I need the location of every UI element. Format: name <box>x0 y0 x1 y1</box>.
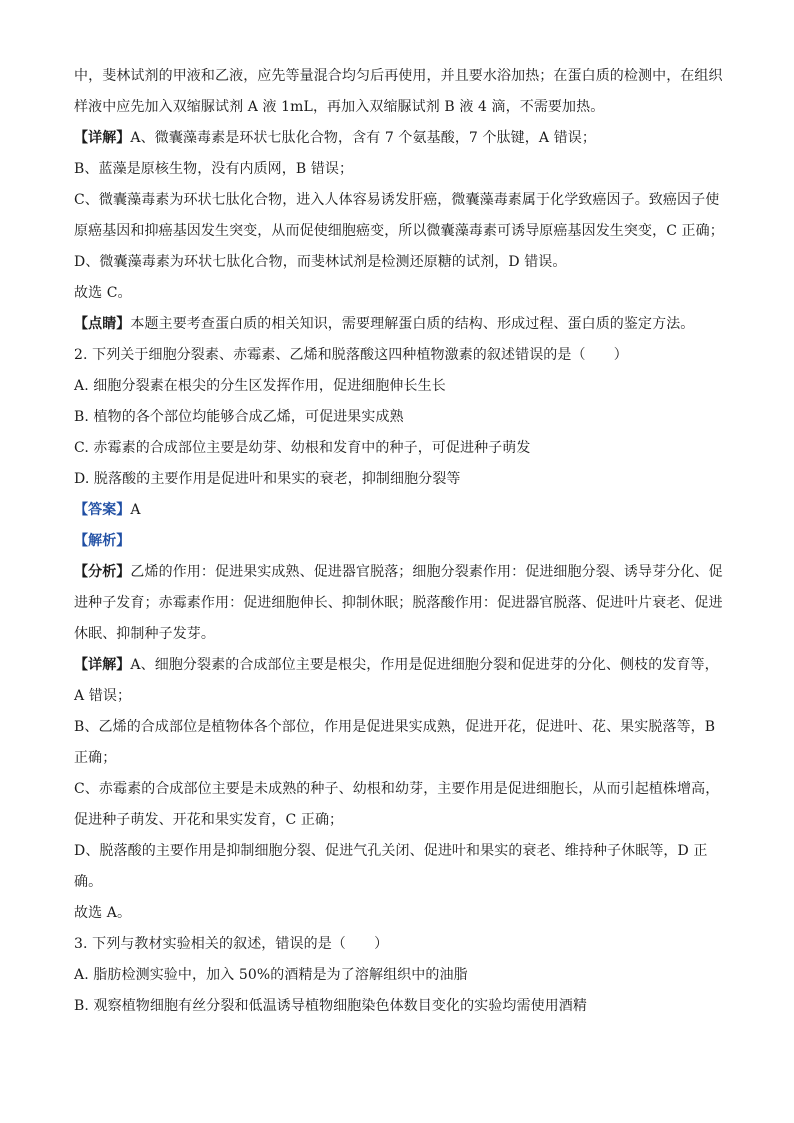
answer-label: 【答案】 <box>74 502 131 518</box>
text-line: 促进种子萌发、开花和果实发育，C 正确； <box>74 812 344 828</box>
text-line: B、乙烯的合成部位是植物体各个部位，作用是促进果实成熟，促进开花，促进叶、花、果实脱落等，B <box>74 719 716 735</box>
text-line: 原癌基因和抑癌基因发生突变，从而促使细胞癌变，所以微囊藻毒素可诱导原癌基因发生突变，C 正确； <box>74 223 724 239</box>
text-line: 进种子发育；赤霉素作用：促进细胞伸长、抑制休眠；脱落酸作用：促进器官脱落、促进叶片衰老、促进 <box>74 595 723 611</box>
question-stem: 3. 下列与教材实验相关的叙述，错误的是（ ） <box>74 936 389 952</box>
text-line: 确。 <box>74 874 103 890</box>
text-line: 故选 C。 <box>74 285 132 301</box>
section-heading: 【详解】 <box>74 657 131 673</box>
text-line: D、脱落酸的主要作用是抑制细胞分裂、促进气孔关闭、促进叶和果实的衰老、维持种子休眠等，D 正 <box>74 843 708 859</box>
text-line: A 错误； <box>74 688 132 704</box>
option-c: C. 赤霉素的合成部位主要是幼芽、幼根和发育中的种子，可促进种子萌发 <box>74 440 531 456</box>
text-line: 休眠、抑制种子发芽。 <box>74 626 215 642</box>
text-line: C、赤霉素的合成部位主要是未成熟的种子、幼根和幼芽，主要作用是促进细胞长，从而引起植株增高， <box>74 781 720 797</box>
text-line: 【详解】A、细胞分裂素的合成部位主要是根尖，作用是促进细胞分裂和促进芽的分化、侧枝的发育等， <box>74 657 719 673</box>
section-heading: 【分析】 <box>74 564 131 580</box>
text-line: D、微囊藻毒素为环状七肽化合物，而斐林试剂是检测还原糖的试剂，D 错误。 <box>74 254 567 270</box>
option-d: D. 脱落酸的主要作用是促进叶和果实的衰老，抑制细胞分裂等 <box>74 471 461 487</box>
question-stem: 2. 下列关于细胞分裂素、赤霉素、乙烯和脱落酸这四种植物激素的叙述错误的是（ ） <box>74 347 628 363</box>
text-line: 样液中应先加入双缩脲试剂 A 液 1mL，再加入双缩脲试剂 B 液 4 滴，不需要加热。 <box>74 99 605 115</box>
text-line: C、微囊藻毒素为环状七肽化合物，进入人体容易诱发肝癌，微囊藻毒素属于化学致癌因子。致癌因子使 <box>74 192 720 208</box>
text-line: 【详解】A、微囊藻毒素是环状七肽化合物，含有 7 个氨基酸，7 个肽键，A 错误； <box>74 130 596 146</box>
section-heading: 【点睛】 <box>74 316 131 332</box>
text-line: 正确； <box>74 750 117 766</box>
option-b: B. 观察植物细胞有丝分裂和低温诱导植物细胞染色体数目变化的实验均需使用酒精 <box>74 998 587 1014</box>
text-line: 【分析】乙烯的作用：促进果实成熟、促进器官脱落；细胞分裂素作用：促进细胞分裂、诱导芽分化、促 <box>74 564 723 580</box>
analysis-label: 【解析】 <box>74 533 131 549</box>
analysis-heading <box>74 531 724 551</box>
option-a: A. 细胞分裂素在根尖的分生区发挥作用，促进细胞伸长生长 <box>74 378 446 394</box>
option-a: A. 脂肪检测实验中，加入 50%的酒精是为了溶解组织中的油脂 <box>74 967 468 983</box>
option-b: B. 植物的各个部位均能够合成乙烯，可促进果实成熟 <box>74 409 404 425</box>
answer-line: 【答案】A <box>74 502 141 518</box>
text-line: 【点睛】本题主要考查蛋白质的相关知识，需要理解蛋白质的结构、形成过程、蛋白质的鉴定方法。 <box>74 316 695 332</box>
text-line: B、蓝藻是原核生物，没有内质网，B 错误； <box>74 161 354 177</box>
section-heading: 【详解】 <box>74 130 131 146</box>
text-line: 中，斐林试剂的甲液和乙液，应先等量混合均匀后再使用，并且要水浴加热；在蛋白质的检测中，在组织 <box>74 68 723 84</box>
text-line: 故选 A。 <box>74 905 132 921</box>
